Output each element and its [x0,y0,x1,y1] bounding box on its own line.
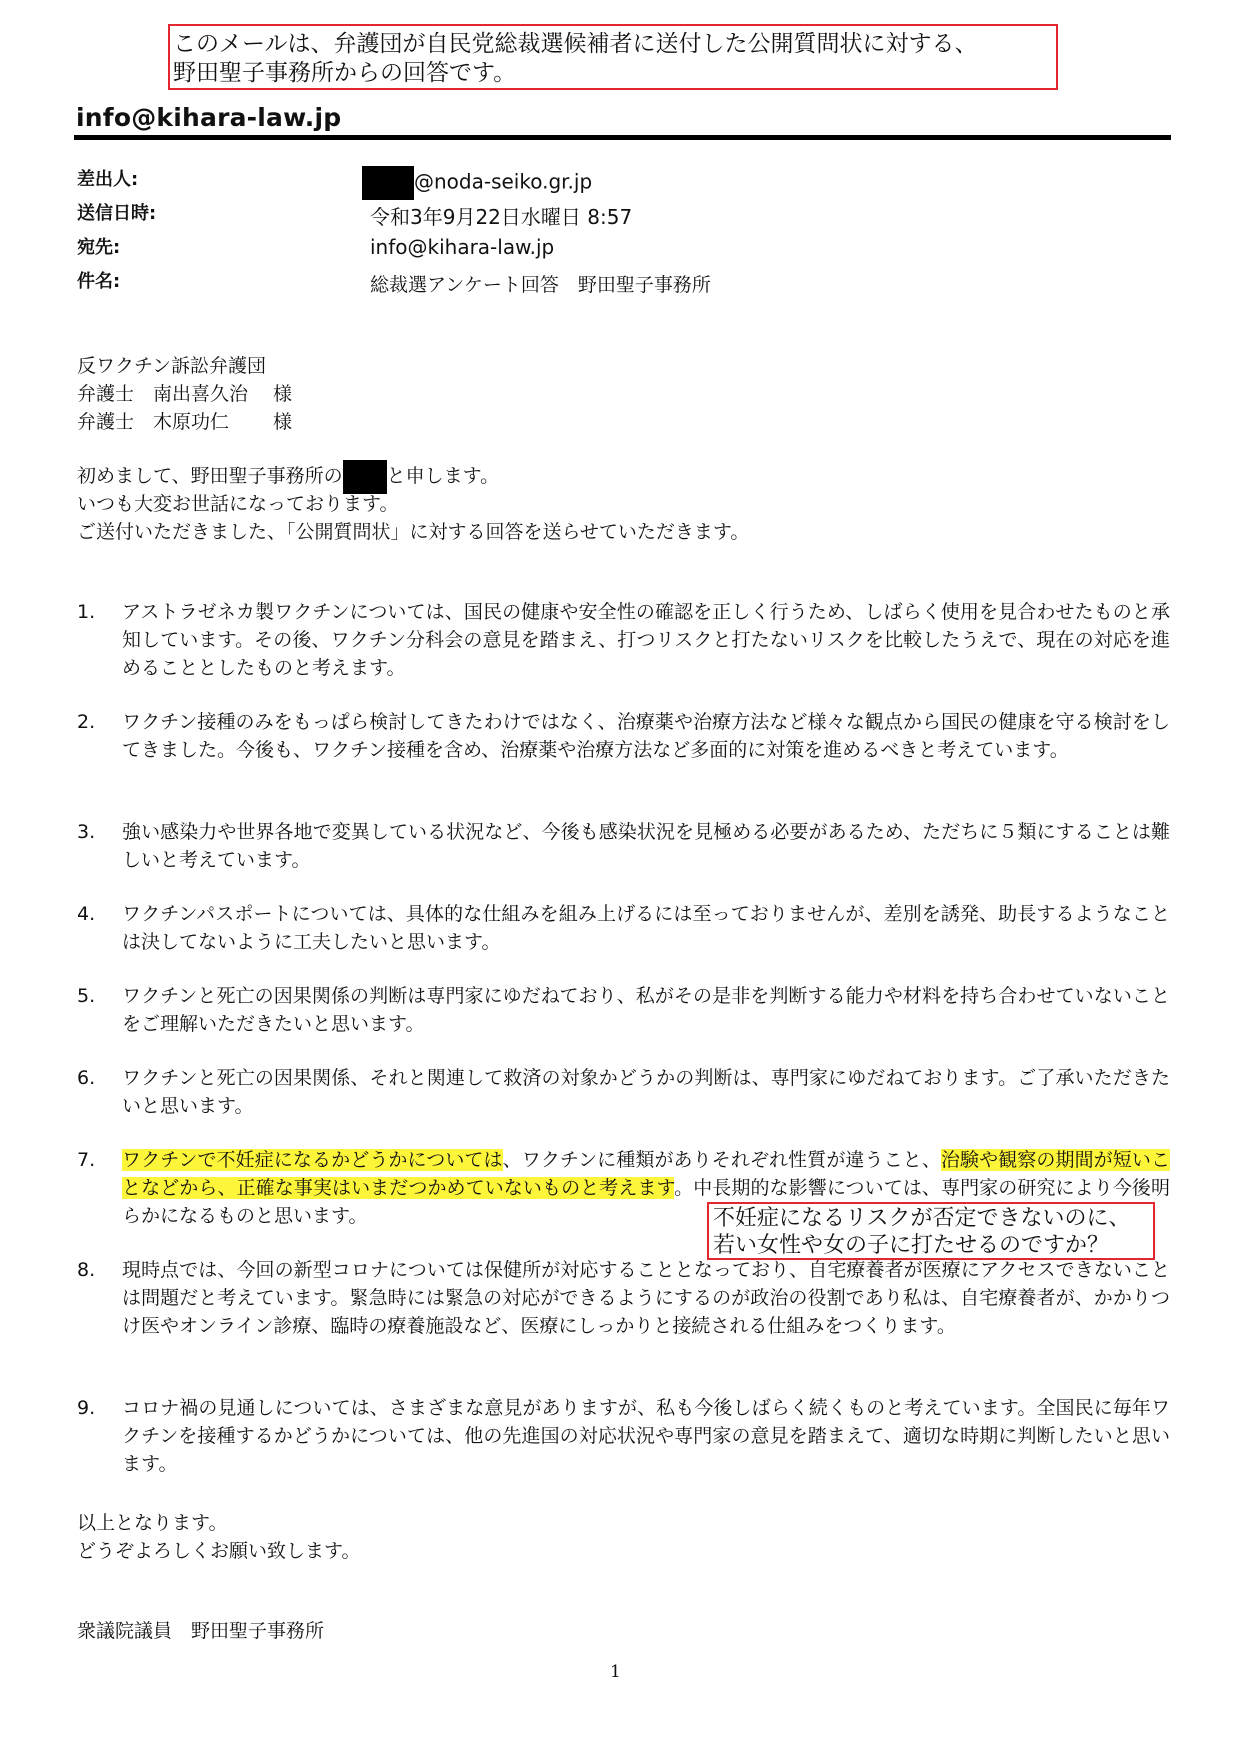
answer-number: 4. [77,903,96,925]
greeting-line: ご送付いただきました、「公開質問状」に対する回答を送らせていただきます。 [77,521,750,543]
answer-text: コロナ禍の見通しについては、さまざまな意見がありますが、私も今後しばらく続くものと考えています。全国民に毎年ワクチンを接種するかどうかについては、他の先進国の対応状況や専門家の意見を踏まえて、適切な時期に判断したいと思います。 [122,1397,1170,1475]
annotation-line: 野田聖子事務所からの回答です。 [173,60,517,86]
answer-text: ワクチンパスポートについては、具体的な仕組みを組み上げるには至っておりませんが、差別を誘発、助長するようなことは決してないように工夫したいと思います。 [122,903,1170,953]
answer-text: ワクチンと死亡の因果関係、それと関連して救済の対象かどうかの判断は、専門家にゆだねております。ご了承いただきたいと思います。 [122,1067,1170,1117]
annotation-line: このメールは、弁護団が自民党総裁選候補者に送付した公開質問状に対する、 [173,31,978,57]
signature: 衆議院議員 野田聖子事務所 [77,1620,325,1642]
plain-text: 。中長期的な影響については、専門家の研究により今後明らかになるものと思います。 [122,1177,1170,1227]
title-rule [74,135,1171,140]
sent-label: 送信日時: [77,203,157,224]
annotation-box-top [168,24,1058,90]
annotation-line: 不妊症になるリスクが否定できないのに、 [713,1206,1131,1231]
subject-label: 件名: [77,271,121,292]
addressee-line: 反ワクチン訴訟弁護団 [77,355,267,377]
answer-text: 現時点では、今回の新型コロナについては保健所が対応することとなっており、自宅療養者が医療にアクセスできないことは問題だと考えています。緊急時には緊急の対応ができるようにするのが政治の役割であり私は、自宅療養者が、かかりつけ医やオンライン診療、臨時の療養施設など、医療にしっかりと接続される仕組みをつくります。 [122,1259,1170,1337]
from-value [370,166,592,200]
subject-value: 総裁選アンケート回答 野田聖子事務所 [370,274,711,296]
answer-number: 3. [77,821,96,843]
highlighted-text: 治験や観察の期間が短いことなどから、正確な事実はいまだつかめていないものと考えます [122,1149,1170,1199]
sent-value: 令和3年9月22日水曜日 8:57 [370,205,633,229]
answer-number: 5. [77,985,96,1007]
answer-text: アストラゼネカ製ワクチンについては、国民の健康や安全性の確認を正しく行うため、しばらく使用を見合わせたものと承知しています。その後、ワクチン分科会の意見を踏まえ、打つリスクと打たないリスクを比較したうえで、現在の対応を進めることとしたものと考えます。 [122,601,1170,679]
greeting-text: 初めまして、野田聖子事務所の [77,465,343,487]
annotation-line: 若い女性や女の子に打たせるのですか？ [713,1233,1110,1258]
from-address: @noda-seiko.gr.jp [414,169,593,194]
annotation-box-middle [707,1202,1155,1260]
plain-text: 、ワクチンに種類がありそれぞれ性質が違うこと、 [502,1149,941,1171]
page-number: 1 [610,1662,621,1682]
highlighted-text: ワクチンで不妊症になるかどうかについては [122,1149,503,1171]
to-label: 宛先: [77,237,121,258]
answer-number: 9. [77,1397,96,1419]
answer-text: ワクチン接種のみをもっぱら検討してきたわけではなく、治療薬や治療方法など様々な観点から国民の健康を守る検討をしてきました。今後も、ワクチン接種を含め、治療薬や治療方法など多面的に対策を進めるべきと考えています。 [122,711,1170,761]
greeting-text: と申します。 [386,465,500,487]
to-value: info@kihara-law.jp [370,235,555,259]
answer-text: 強い感染力や世界各地で変異している状況など、今後も感染状況を見極める必要があるため、ただちに５類にすることは難しいと考えています。 [122,821,1170,871]
redaction-block [343,460,387,494]
answer-number: 2. [77,711,96,733]
answer-number: 1. [77,601,96,623]
addressee-line: 弁護士 木原功仁 様 [77,411,293,433]
closing-line: どうぞよろしくお願い致します。 [77,1540,361,1562]
addressee-line: 弁護士 南出喜久治 様 [77,383,293,405]
answer-text: ワクチンと死亡の因果関係の判断は専門家にゆだねており、私がその是非を判断する能力や材料を持ち合わせていないことをご理解いただきたいと思います。 [122,985,1170,1035]
closing-line: 以上となります。 [77,1512,228,1534]
redaction-block [362,166,414,200]
from-label: 差出人: [77,169,139,190]
answer-number: 8. [77,1259,96,1281]
greeting-line: いつも大変お世話になっております。 [77,493,399,515]
greeting-line [77,462,499,490]
mailbox-title: info@kihara-law.jp [76,103,342,132]
answer-number: 6. [77,1067,96,1089]
answer-number: 7. [77,1149,96,1171]
